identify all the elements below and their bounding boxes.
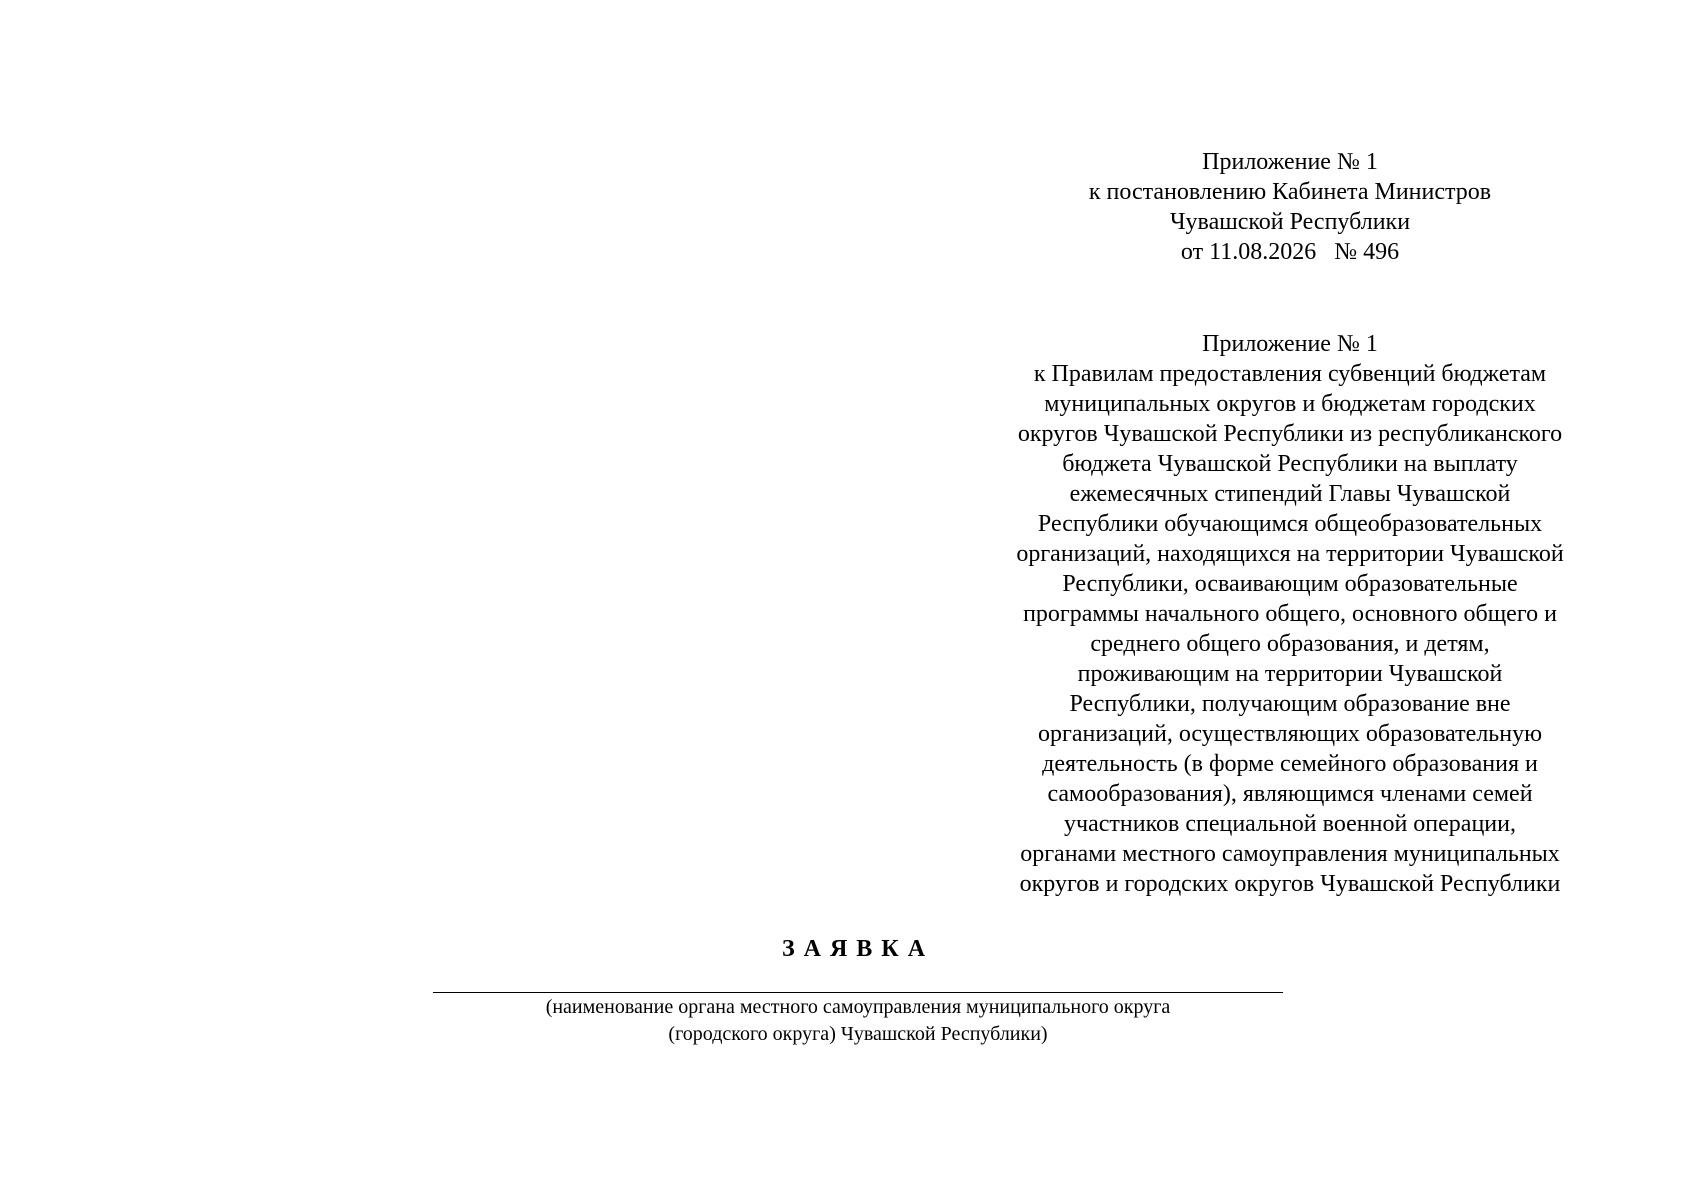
annex-rules-line: программы начального общего, основного общего и bbox=[1023, 601, 1557, 627]
annex-rules-line: округов и городских округов Чувашской Республики bbox=[1019, 871, 1561, 897]
annex-decree-line: Приложение № 1 bbox=[1202, 149, 1378, 175]
annex-decree-line: Чувашской Республики bbox=[1169, 209, 1411, 235]
annex-rules-line: организаций, осуществляющих образовательную bbox=[1037, 721, 1543, 747]
annex-rules-line: участников специальной военной операции, bbox=[1064, 811, 1516, 837]
annex-rules-line: Республики обучающимся общеобразовательных bbox=[1037, 511, 1543, 537]
annex-rules-line: Приложение № 1 bbox=[1202, 331, 1378, 357]
field-caption-line: (городского округа) Чувашской Республики) bbox=[668, 1023, 1048, 1045]
document-title: ЗАЯВКА bbox=[781, 936, 935, 962]
annex-rules-line: органами местного самоуправления муниципальных bbox=[1020, 841, 1560, 867]
annex-rules-line: ежемесячных стипендий Главы Чувашской bbox=[1069, 481, 1511, 507]
annex-rules-line: самообразования), являющимся членами семей bbox=[1047, 781, 1533, 807]
annex-rules-header bbox=[960, 329, 1620, 899]
annex-decree-date-line: от 11.08.2026 № 496 bbox=[1180, 239, 1400, 265]
annex-rules-line: муниципальных округов и бюджетам городских bbox=[1044, 391, 1536, 417]
field-caption bbox=[433, 994, 1283, 1048]
annex-rules-line: деятельность (в форме семейного образования и bbox=[1042, 751, 1538, 777]
annex-rules-line: Республики, осваивающим образовательные bbox=[1062, 571, 1518, 597]
annex-rules-line: округов Чувашской Республики из республиканского bbox=[1017, 421, 1563, 447]
annex-rules-line: бюджета Чувашской Республики на выплату bbox=[1062, 451, 1518, 477]
annex-rules-line: проживающим на территории Чувашской bbox=[1077, 661, 1503, 687]
annex-rules-line: к Правилам предоставления субвенций бюджетам bbox=[1033, 361, 1547, 387]
fill-in-line bbox=[433, 992, 1283, 993]
annex-decree-header bbox=[960, 147, 1620, 267]
field-caption-line: (наименование органа местного самоуправления муниципального округа bbox=[545, 996, 1171, 1018]
annex-rules-line: среднего общего образования, и детям, bbox=[1090, 631, 1490, 657]
annex-rules-line: организаций, находящихся на территории Чувашской bbox=[1016, 541, 1564, 567]
annex-decree-line: к постановлению Кабинета Министров bbox=[1088, 179, 1492, 205]
annex-rules-line: Республики, получающим образование вне bbox=[1069, 691, 1511, 717]
